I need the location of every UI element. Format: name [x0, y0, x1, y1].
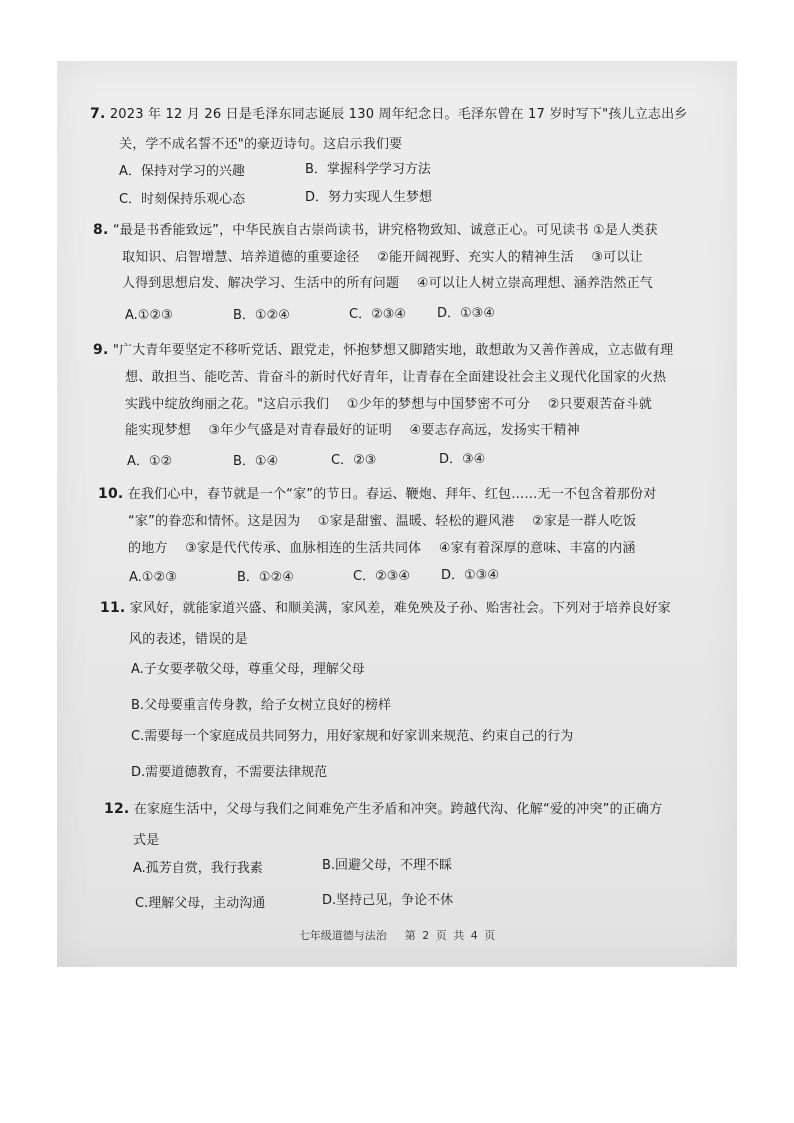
question-8-option-a: A.①②③ — [125, 308, 173, 323]
question-8-line-2: 取知识、启智增慧、培养道德的重要途径 ②能开阔视野、充实人的精神生活 ③可以让 — [122, 250, 643, 265]
question-9-line-3: 实践中绽放绚丽之花。"这启示我们 ①少年的梦想与中国梦密不可分 ②只要艰苦奋斗就 — [125, 397, 652, 412]
question-8-option-c: C．②③④ — [349, 307, 407, 322]
question-9-line-2: 想、敢担当、能吃苦、肯奋斗的新时代好青年，让青春在全面建设社会主义现代化国家的火热 — [125, 370, 667, 385]
question-12-option-c: C.理解父母，主动沟通 — [135, 896, 266, 911]
question-10-line-2: “家”的眷恋和情怀。这是因为 ①家是甜蜜、温暖、轻松的避风港 ②家是一群人吃饭 — [128, 514, 637, 529]
question-11-option-d: D.需要道德教育，不需要法律规范 — [131, 765, 328, 780]
question-number: 11. — [100, 600, 126, 616]
question-text: “最是书香能致远”，中华民族自古崇尚读书，讲究格物致知、诚意正心。可见读书 ①是人类获 — [112, 223, 658, 238]
question-9-line-1 — [93, 341, 673, 360]
question-7-option-c: C．时刻保持乐观心态 — [119, 192, 246, 207]
question-10-option-a: A.①②③ — [129, 570, 177, 585]
question-12-line-1 — [104, 800, 662, 819]
question-8-line-1 — [93, 221, 658, 240]
page-footer — [57, 927, 737, 943]
question-9-line-4: 能实现梦想 ③年少气盛是对青春最好的证明 ④要志存高远，发扬实干精神 — [125, 423, 580, 438]
question-11-option-c: C.需要每一个家庭成员共同努力，用好家规和好家训来规范、约束自己的行为 — [131, 729, 574, 744]
question-10-line-3: 的地方 ③家是代代传承、血脉相连的生活共同体 ④家有着深厚的意味、丰富的内涵 — [128, 541, 636, 556]
question-12-option-b: B.回避父母，不理不睬 — [322, 858, 453, 873]
footer-subject: 七年级道德与法治 — [298, 929, 387, 942]
question-number: 7. — [90, 106, 106, 122]
question-number: 12. — [104, 801, 130, 817]
question-8-line-3: 人得到思想启发、解决学习、生活中的所有问题 ④可以让人树立崇高理想、涵养浩然正气 — [122, 276, 653, 291]
question-number: 10. — [98, 486, 124, 502]
footer-page-number: 第 2 页 共 4 页 — [404, 929, 496, 942]
question-8-option-b: B．①②④ — [233, 308, 290, 323]
question-9-option-c: C．②③ — [331, 453, 377, 468]
question-text: 2023 年 12 月 26 日是毛泽东同志诞辰 130 周年纪念日。毛泽东曾在 17 岁时写下"孩儿立志出乡 — [109, 107, 688, 122]
question-12-option-d: D.坚持己见，争论不休 — [322, 893, 454, 908]
question-10-line-1 — [98, 485, 656, 504]
question-9-option-a: A．①② — [127, 454, 173, 469]
question-number: 8. — [93, 222, 109, 238]
question-11-option-b: B.父母要重言传身教，给子女树立良好的榜样 — [131, 698, 392, 713]
question-11-line-1 — [100, 599, 671, 618]
question-text: 家风好，就能家道兴盛、和顺美满，家风差，难免殃及子孙、贻害社会。下列对于培养良好家 — [129, 601, 671, 616]
question-text: 在家庭生活中，父母与我们之间难免产生矛盾和冲突。跨越代沟、化解“爱的冲突”的正确方 — [133, 802, 663, 817]
question-text: "广大青年要坚定不移听党话、跟党走，怀抱梦想又脚踏实地，敢想敢为又善作善成，立志做有理 — [112, 343, 674, 358]
question-10-option-c: C．②③④ — [353, 569, 411, 584]
question-9-option-b: B．①④ — [233, 454, 279, 469]
question-7-line-1 — [90, 105, 688, 124]
question-10-option-d: D．①③④ — [441, 568, 499, 583]
question-10-option-b: B．①②④ — [237, 570, 294, 585]
question-9-option-d: D．③④ — [439, 452, 486, 467]
question-text: 在我们心中，春节就是一个“家”的节日。春运、鞭炮、拜年、红包……无一不包含着那份对 — [127, 487, 657, 502]
question-8-option-d: D．①③④ — [437, 306, 495, 321]
question-7-option-a: A．保持对学习的兴趣 — [119, 164, 245, 179]
question-number: 9. — [93, 342, 109, 358]
question-7-line-2: 关，学不成名誓不还"的豪迈诗句。这启示我们要 — [119, 137, 403, 152]
question-12-option-a: A.孤芳自赏，我行我素 — [133, 861, 263, 876]
question-7-option-b: B．掌握科学学习方法 — [305, 162, 431, 177]
question-7-option-d: D．努力实现人生梦想 — [305, 190, 433, 205]
question-11-line-2: 风的表述，错误的是 — [129, 632, 248, 647]
question-12-line-2: 式是 — [133, 833, 160, 848]
question-11-option-a: A.子女要孝敬父母，尊重父母，理解父母 — [131, 662, 365, 677]
exam-page — [57, 61, 737, 967]
